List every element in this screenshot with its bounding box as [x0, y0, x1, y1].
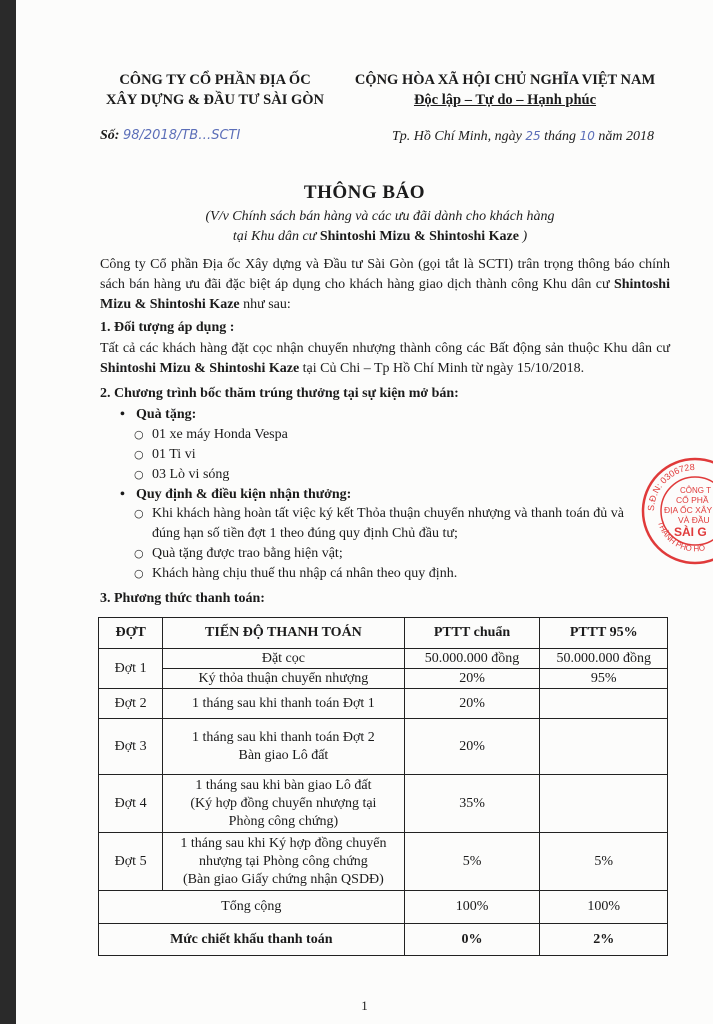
section1-paragraph — [100, 339, 670, 379]
schedule-cell — [163, 775, 404, 833]
rule-item — [134, 504, 674, 544]
col-header-95: PTTT 95% — [540, 618, 668, 649]
intro-tail: như sau: — [243, 297, 291, 312]
p95-cell — [540, 719, 668, 775]
dot-label: Đợt 1 — [99, 649, 163, 689]
company-header — [95, 70, 335, 110]
standard-cell: 20% — [404, 689, 540, 719]
seal-line3: ĐỊA ỐC XÂY — [664, 505, 713, 515]
national-motto: Độc lập – Tự do – Hạnh phúc — [413, 92, 597, 108]
col-header-standard: PTTT chuẩn — [404, 618, 540, 649]
table-row — [99, 891, 668, 924]
p95-cell: 95% — [540, 669, 668, 689]
rules-label: Quy định & điều kiện nhận thưởng: — [136, 487, 352, 502]
standard-cell: 35% — [404, 775, 540, 833]
circle-bullet-icon: ○ — [134, 547, 144, 560]
company-seal — [640, 456, 713, 566]
document-date — [392, 129, 654, 145]
dot-label: Đợt 4 — [99, 775, 163, 833]
seal-ring-bottom: THÀNH PHỐ HỒ — [656, 519, 706, 554]
section2-heading: 2. Chương trình bốc thăm trúng thưởng tại sự kiện mở bán: — [100, 386, 459, 401]
date-year: năm 2018 — [598, 129, 654, 144]
nation-name: CỘNG HÒA XÃ HỘI CHỦ NGHĨA VIỆT NAM — [354, 72, 656, 88]
document-number — [100, 128, 240, 144]
total-label: Tổng cộng — [99, 891, 405, 924]
schedule-cell: 1 tháng sau khi thanh toán Đợt 1 — [163, 689, 404, 719]
page-number: 1 — [361, 998, 368, 1013]
standard-cell: 20% — [404, 719, 540, 775]
date-prefix: Tp. Hồ Chí Minh, ngày — [392, 129, 522, 144]
subtitle-line2 — [180, 227, 580, 247]
date-month-label: tháng — [544, 129, 577, 144]
section1-text-b: tại Củ Chi – Tp Hồ Chí Minh từ ngày 15/10/2018. — [302, 361, 585, 376]
table-row — [99, 775, 668, 833]
p95-cell — [540, 775, 668, 833]
standard-cell: 5% — [404, 833, 540, 891]
gift-item-text: 03 Lò vi sóng — [152, 467, 230, 482]
company-name-line2: XÂY DỰNG & ĐẦU TƯ SÀI GÒN — [105, 92, 325, 108]
p95-cell: 2% — [540, 924, 668, 956]
intro-paragraph — [100, 255, 670, 315]
seal-line1: CÔNG T — [680, 486, 711, 495]
schedule-line: Phòng công chứng) — [228, 813, 339, 829]
gifts-label: Quà tặng: — [136, 407, 197, 422]
bullet-dot-icon: • — [120, 407, 125, 422]
schedule-line: (Ký hợp đồng chuyển nhượng tại — [190, 795, 377, 811]
left-edge-shadow — [0, 0, 16, 1024]
seal-line2: CỔ PHẦ — [676, 495, 709, 505]
subtitle-suffix: ) — [522, 229, 528, 244]
document-subtitle — [180, 207, 580, 247]
rule-item — [134, 544, 343, 564]
standard-cell: 100% — [404, 891, 540, 924]
schedule-line: nhượng tại Phòng công chứng — [199, 853, 368, 869]
p95-cell — [540, 689, 668, 719]
company-name-line1: CÔNG TY CỔ PHẦN ĐỊA ỐC — [119, 72, 311, 88]
standard-cell: 20% — [404, 669, 540, 689]
p95-cell: 50.000.000 đồng — [540, 649, 668, 669]
document-number-label: Số: — [100, 128, 120, 143]
table-row — [99, 924, 668, 956]
section1-text-a: Tất cả các khách hàng đặt cọc nhận chuyển nhượng thành công các Bất động sản thuộc Khu dân cư — [100, 341, 670, 356]
circle-bullet-icon: ○ — [134, 448, 144, 461]
rule-item — [134, 564, 457, 584]
intro-text: Công ty Cổ phần Địa ốc Xây dựng và Đầu tư Sài Gòn (gọi tắt là SCTI) trân trọng thông báo chính sách bán hàng ưu đãi đặc biệt áp dụng cho khách hàng giao dịch thành công Khu dân cư — [100, 257, 670, 292]
dot-label: Đợt 5 — [99, 833, 163, 891]
subtitle-prefix: tại Khu dân cư — [232, 229, 317, 244]
gift-item-text: 01 Ti vi — [152, 447, 196, 462]
section1-project: Shintoshi Mizu & Shintoshi Kaze — [100, 361, 300, 376]
schedule-cell: Đặt cọc — [163, 649, 404, 669]
standard-cell: 50.000.000 đồng — [404, 649, 540, 669]
p95-cell: 100% — [540, 891, 668, 924]
subtitle-line1: (V/v Chính sách bán hàng và các ưu đãi dành cho khách hàng — [205, 209, 555, 224]
intro-project: Shintoshi Mizu & Shintoshi Kaze — [100, 277, 670, 312]
table-row — [99, 719, 668, 775]
document-title: THÔNG BÁO — [303, 182, 426, 203]
schedule-cell — [163, 833, 404, 891]
table-header-row — [99, 618, 668, 649]
schedule-line: 1 tháng sau khi Ký hợp đồng chuyển — [180, 835, 387, 851]
dot-label: Đợt 2 — [99, 689, 163, 719]
seal-line5: SÀI G — [674, 525, 707, 539]
col-header-dot: ĐỢT — [99, 618, 163, 649]
schedule-cell: Ký thỏa thuận chuyển nhượng — [163, 669, 404, 689]
p95-cell: 5% — [540, 833, 668, 891]
nation-header — [345, 70, 665, 110]
section3-heading: 3. Phương thức thanh toán: — [100, 591, 265, 606]
discount-label: Mức chiết khấu thanh toán — [99, 924, 405, 956]
schedule-line: (Bàn giao Giấy chứng nhận QSDĐ) — [183, 871, 384, 887]
payment-table — [98, 617, 668, 956]
schedule-line: 1 tháng sau khi bàn giao Lô đất — [195, 777, 372, 793]
table-row — [99, 833, 668, 891]
gift-item — [134, 465, 229, 485]
date-month: 10 — [579, 129, 595, 143]
standard-cell: 0% — [404, 924, 540, 956]
circle-bullet-icon: ○ — [134, 428, 144, 441]
section1-heading: 1. Đối tượng áp dụng : — [100, 320, 235, 335]
circle-bullet-icon: ○ — [134, 468, 144, 481]
table-row — [99, 689, 668, 719]
gift-item-text: 01 xe máy Honda Vespa — [152, 427, 288, 442]
bullet-dot-icon: • — [120, 487, 125, 502]
rule-item-text: Khi khách hàng hoàn tất việc ký kết Thỏa thuận chuyển nhượng và thanh toán đủ và đúng hạn số tiền đợt 1 theo đúng quy định Chủ đầu tư; — [152, 506, 624, 541]
rules-bullet — [120, 485, 351, 505]
circle-bullet-icon: ○ — [134, 567, 144, 580]
document-number-value: 98/2018/TB…SCTI — [122, 128, 241, 143]
gift-item — [134, 445, 196, 465]
gift-item — [134, 425, 288, 445]
schedule-line: Bàn giao Lô đất — [238, 747, 329, 763]
table-row — [99, 649, 668, 669]
dot-label: Đợt 3 — [99, 719, 163, 775]
schedule-cell — [163, 719, 404, 775]
table-row — [99, 669, 668, 689]
date-day: 25 — [525, 129, 541, 143]
subtitle-project: Shintoshi Mizu & Shintoshi Kaze — [319, 229, 519, 244]
seal-line4: VÀ ĐẦU — [678, 515, 710, 525]
schedule-line: 1 tháng sau khi thanh toán Đợt 2 — [192, 729, 375, 745]
gifts-bullet — [120, 405, 196, 425]
circle-bullet-icon: ○ — [134, 507, 144, 520]
rule-item-text: Quà tặng được trao bằng hiện vật; — [152, 546, 343, 561]
col-header-schedule: TIẾN ĐỘ THANH TOÁN — [163, 618, 404, 649]
seal-ring-text: S.Đ.N: 0306728 — [645, 461, 696, 512]
rule-item-text: Khách hàng chịu thuế thu nhập cá nhân theo quy định. — [152, 566, 458, 581]
